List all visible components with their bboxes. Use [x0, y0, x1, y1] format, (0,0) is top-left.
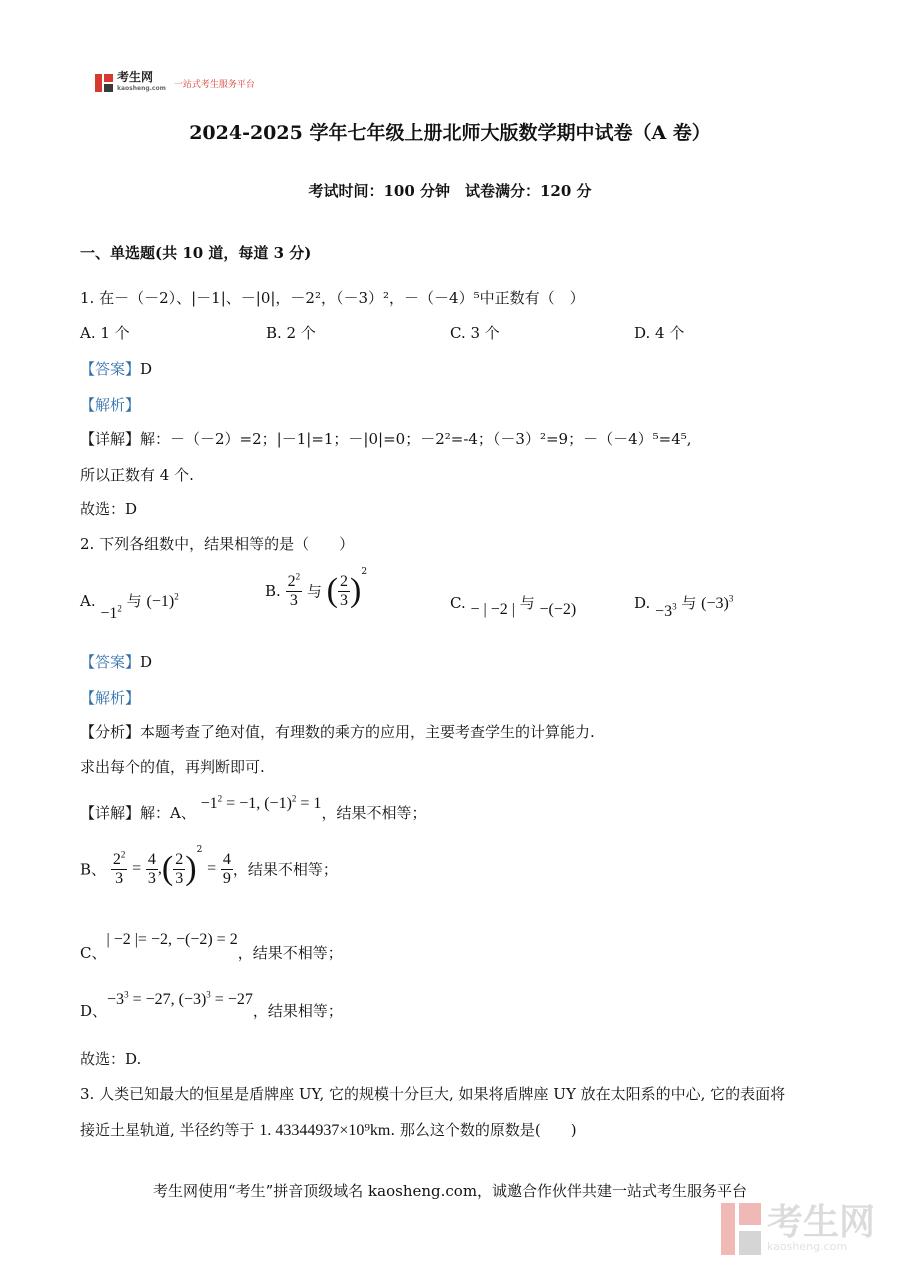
q2-method: 求出每个的值，再判断即可. [80, 758, 265, 776]
watermark-name: 考生网 [766, 1202, 875, 1243]
fraction: $\frac{2^2}{3}$ [287, 571, 301, 609]
logo-slogan: 一站式考生服务平台 [173, 79, 255, 90]
logo-name: 考生网 kaosheng.com [117, 70, 166, 92]
q1-option-a: A. 1 个 [80, 324, 130, 342]
q3-line2: 接近土星轨道, 半径约等于 1. 43344937×10⁹km. 那么这个数的原数是( ) [80, 1121, 577, 1139]
watermark-domain: kaosheng.com [766, 1240, 848, 1253]
q1-choice: 故选：D [80, 500, 138, 518]
answer-tag: 【答案】 [80, 360, 141, 378]
q1-stem: 1. 在－（－2）、|－1|、－|0|，－2²，（－3）²，－（－4）⁵中正数有（ ） [80, 289, 585, 307]
watermark-logo [721, 1203, 875, 1255]
watermark-icon [721, 1203, 761, 1255]
q3-line1: 3. 人类已知最大的恒星是盾牌座 UY, 它的规模十分巨大, 如果将盾牌座 UY 放在太阳系的中心, 它的表面将 [80, 1085, 786, 1103]
q2-answer: 【答案】D [80, 653, 153, 671]
q2-detail-c: C、| −2 |= −2, −(−2) = 2，结果不相等； [80, 931, 343, 962]
q2-choice: 故选：D. [80, 1050, 142, 1068]
q2-option-c: C. − | −2 | 与 −(−2) [450, 594, 577, 618]
q1-detail: 【详解】解：－（－2）=2；|－1|=1；－|0|=0；－2²=-4；（－3）²=9；－（－4）⁵=4⁵, [80, 430, 692, 448]
q2-fenxi: 【分析】本题考查了绝对值，有理数的乘方的应用，主要考查学生的计算能力. [80, 723, 595, 741]
q1-option-c: C. 3 个 [450, 324, 500, 342]
q2-option-d: D. $-3^3$ 与 $(-3)^3$ [634, 593, 734, 620]
logo-icon [95, 74, 113, 92]
q2-option-a: A. $-1^2$ 与 $(-1)^2$ [80, 591, 179, 622]
logo-domain: kaosheng.com [117, 85, 166, 92]
answer-value: D [140, 360, 153, 378]
q2-detail-d: D、$-3^3 = -27$, $(-3)^3 = -27$，结果相等； [80, 989, 343, 1020]
q1-analysis-tag: 【解析】 [80, 396, 141, 414]
q2-detail-b: B、 $\frac{2^2}{3}$ = $\frac{4}{3}$ ,( $\frac{2}{3}$ )$^2$ = $\frac{4}{9}$ ，结果不相等； [80, 845, 338, 887]
q2-analysis-tag: 【解析】 [80, 689, 141, 707]
page-title: 2024-2025 学年七年级上册北师大版数学期中试卷（A 卷） [189, 122, 711, 144]
q2-detail-a: 【详解】解：A、 $-1^2 = -1$, $(-1)^2 = 1$，结果不相等； [80, 793, 427, 822]
q2-option-b: B. $\frac{2^2}{3}$ 与 ( $\frac{2}{3}$ )$^2$ [265, 567, 368, 609]
footer-text: 考生网使用“考生”拼音顶级域名 kaosheng.com，诚邀合作伙伴共建一站式考生服务平台 [152, 1182, 748, 1200]
q1-option-d: D. 4 个 [634, 324, 685, 342]
section-heading: 一、单选题(共 10 道，每道 3 分) [80, 244, 312, 262]
q2-stem: 2. 下列各组数中，结果相等的是（ ） [80, 535, 355, 553]
site-logo [95, 72, 255, 94]
q1-conclusion: 所以正数有 4 个. [80, 466, 194, 484]
exam-info: 考试时间：100 分钟 试卷满分：120 分 [308, 182, 592, 200]
q1-option-b: B. 2 个 [266, 324, 316, 342]
q1-answer [80, 358, 152, 379]
